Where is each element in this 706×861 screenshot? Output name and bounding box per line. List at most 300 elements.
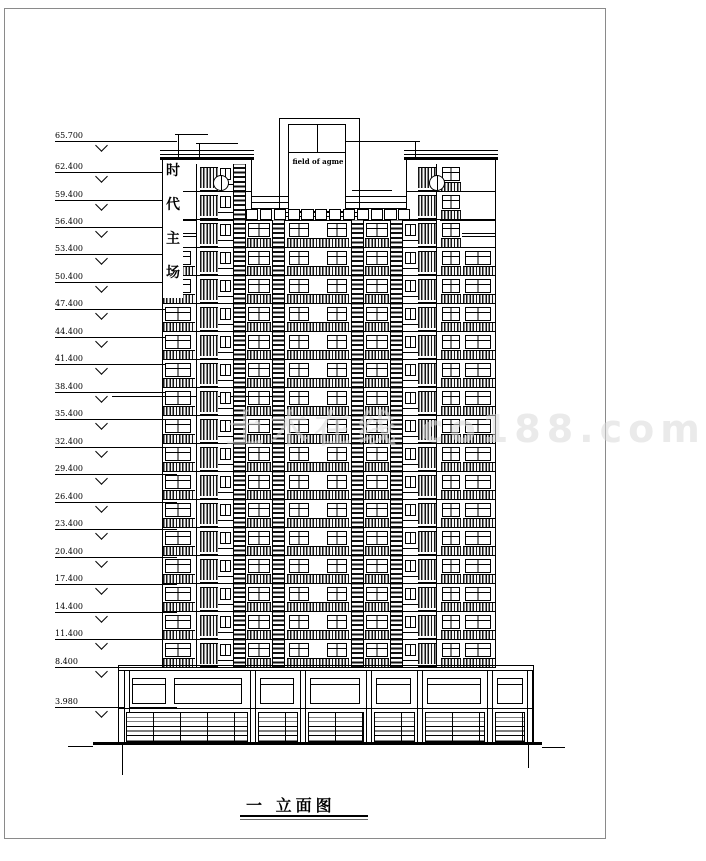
level-line (55, 447, 177, 448)
sill-line (218, 660, 233, 661)
window (366, 307, 388, 321)
window (366, 643, 388, 657)
balcony-railing (200, 531, 218, 552)
window (465, 279, 491, 293)
sill-line (218, 604, 233, 605)
pier-ladder (233, 528, 246, 556)
window (465, 419, 491, 433)
window (327, 643, 347, 657)
balcony-railing (287, 322, 349, 331)
roller-shutter (495, 712, 525, 742)
window (327, 587, 347, 601)
pier-ladder (390, 416, 403, 444)
window (465, 559, 491, 573)
balcony-railing (441, 462, 461, 471)
balcony-railing (287, 630, 349, 639)
pier-ladder (233, 360, 246, 388)
balcony-railing (287, 378, 349, 387)
level-line (55, 337, 177, 338)
balcony-railing (418, 251, 436, 272)
tower-text-char: 代 (166, 197, 180, 213)
window (220, 280, 231, 292)
pier-ladder (351, 332, 364, 360)
balcony-railing (441, 574, 461, 583)
pier (436, 192, 440, 220)
pier-ladder (351, 248, 364, 276)
floor-slab-line (162, 387, 496, 388)
balcony-railing (418, 391, 436, 412)
window (289, 335, 309, 349)
podium-edge (533, 665, 534, 743)
podium-column (417, 671, 423, 743)
balcony-railing (287, 294, 349, 303)
sill-line (218, 520, 233, 521)
balcony-railing (441, 322, 461, 331)
window (289, 447, 309, 461)
level-label: 50.400 (55, 272, 83, 281)
sill-line (403, 548, 418, 549)
window (366, 335, 388, 349)
window (248, 279, 270, 293)
parapet-box (288, 209, 300, 220)
drawing-caption: 一 立面图 (246, 796, 336, 815)
parapet-box (343, 209, 355, 220)
window (220, 644, 231, 656)
balcony-railing (247, 490, 271, 499)
balcony-railing (247, 322, 271, 331)
center-tower-edge (359, 118, 360, 220)
balcony-railing (287, 602, 349, 611)
pier-ladder (272, 360, 285, 388)
balcony-railing (365, 546, 389, 555)
window (366, 531, 388, 545)
pier-ladder (233, 444, 246, 472)
level-label: 11.400 (55, 629, 83, 638)
balcony-railing (163, 378, 195, 387)
window (442, 475, 460, 489)
podium-column (250, 671, 256, 743)
balcony-railing (441, 602, 461, 611)
window (220, 224, 231, 236)
balcony-railing (463, 294, 495, 303)
window (465, 587, 491, 601)
pier-ladder (351, 416, 364, 444)
window (248, 335, 270, 349)
window (405, 224, 416, 236)
pier (436, 556, 440, 584)
window (248, 475, 270, 489)
balcony-railing (247, 294, 271, 303)
pier (436, 304, 440, 332)
window (366, 447, 388, 461)
cornice-line (404, 154, 498, 155)
floor-slab-line (162, 275, 496, 276)
floor-slab-line (162, 359, 496, 360)
window (327, 223, 347, 237)
pier-ladder (233, 304, 246, 332)
level-line (55, 474, 177, 475)
center-tower-mullion (317, 124, 318, 152)
balcony-railing (418, 447, 436, 468)
sill-line (403, 436, 418, 437)
balcony-railing (247, 574, 271, 583)
window (289, 279, 309, 293)
ground-tick (528, 745, 529, 768)
parapet-box (274, 209, 286, 220)
window (442, 419, 460, 433)
balcony-railing (441, 630, 461, 639)
balcony-railing (163, 518, 195, 527)
window (248, 251, 270, 265)
pier-ladder (272, 276, 285, 304)
pier-ladder (272, 388, 285, 416)
podium-window (497, 678, 523, 704)
window (248, 643, 270, 657)
balcony-railing (287, 350, 349, 359)
pier-ladder (272, 220, 285, 248)
sill-line (218, 408, 233, 409)
balcony-railing (247, 630, 271, 639)
sill-line (403, 520, 418, 521)
window (220, 308, 231, 320)
podium-window (427, 678, 481, 704)
window (327, 503, 347, 517)
balcony-railing (200, 307, 218, 328)
podium-column (366, 671, 372, 743)
window (289, 419, 309, 433)
pier-ladder (351, 444, 364, 472)
balcony-railing (200, 475, 218, 496)
window (165, 307, 191, 321)
window (442, 251, 460, 265)
floor-slab-line (162, 415, 496, 416)
window (442, 391, 460, 405)
balcony-railing (463, 406, 495, 415)
balcony-railing (365, 630, 389, 639)
balcony-railing (200, 251, 218, 272)
window (366, 391, 388, 405)
roof-label: field of agme (292, 157, 344, 166)
window (220, 420, 231, 432)
balcony-railing (247, 406, 271, 415)
balcony-railing (365, 518, 389, 527)
level-label: 8.400 (55, 657, 78, 666)
window (248, 363, 270, 377)
ground-tick (122, 745, 123, 775)
window (366, 251, 388, 265)
pier-ladder (390, 388, 403, 416)
level-line (55, 282, 177, 283)
window (165, 559, 191, 573)
pier (436, 276, 440, 304)
level-label: 62.400 (55, 162, 83, 171)
window (165, 391, 191, 405)
balcony-railing (418, 531, 436, 552)
sill-line (403, 464, 418, 465)
pier-ladder (272, 612, 285, 640)
balcony-railing (365, 294, 389, 303)
window (165, 363, 191, 377)
balcony-railing (463, 546, 495, 555)
window (442, 531, 460, 545)
level-label: 23.400 (55, 519, 83, 528)
roller-shutter (258, 712, 298, 742)
pier (436, 248, 440, 276)
balcony-railing (463, 574, 495, 583)
sill-line (218, 212, 233, 213)
balcony-railing (247, 518, 271, 527)
balcony-railing (247, 546, 271, 555)
window (405, 420, 416, 432)
pier-ladder (233, 164, 246, 192)
balcony-railing (200, 643, 218, 664)
window (327, 419, 347, 433)
balcony-railing (247, 434, 271, 443)
window (405, 588, 416, 600)
floor-slab-line (162, 639, 496, 640)
pier-ladder (351, 304, 364, 332)
pier-ladder (351, 360, 364, 388)
floor-slab-line (162, 527, 496, 528)
roller-shutter (126, 712, 248, 742)
balcony-railing (463, 266, 495, 275)
window (405, 616, 416, 628)
window (327, 251, 347, 265)
balcony-railing (247, 462, 271, 471)
level-line (55, 419, 177, 420)
pier-ladder (390, 584, 403, 612)
sill-line (403, 408, 418, 409)
pier-ladder (233, 556, 246, 584)
balcony-railing (418, 223, 436, 244)
sill-line (403, 240, 418, 241)
balcony-railing (200, 391, 218, 412)
window (220, 504, 231, 516)
window (405, 280, 416, 292)
window (327, 279, 347, 293)
balcony-railing (463, 602, 495, 611)
window (327, 615, 347, 629)
balcony-railing (418, 559, 436, 580)
floor-slab-line (162, 499, 496, 500)
roller-shutter (308, 712, 364, 742)
pier (436, 416, 440, 444)
level-line (55, 612, 177, 613)
balcony-railing (418, 307, 436, 328)
floor-slab-line (406, 191, 496, 192)
window (220, 364, 231, 376)
level-line (55, 502, 177, 503)
balcony-railing (441, 434, 461, 443)
balcony-railing (441, 518, 461, 527)
pier (436, 332, 440, 360)
window (289, 643, 309, 657)
balcony-railing (463, 434, 495, 443)
window (165, 615, 191, 629)
window (289, 363, 309, 377)
window (220, 252, 231, 264)
balcony-railing (418, 643, 436, 664)
pier (436, 220, 440, 248)
balcony-railing (163, 490, 195, 499)
window (327, 335, 347, 349)
podium-window (376, 678, 411, 704)
window (405, 252, 416, 264)
balcony-railing (247, 266, 271, 275)
window (327, 447, 347, 461)
cornice-line (160, 150, 254, 151)
balcony-railing (247, 602, 271, 611)
floor-slab-line (162, 471, 496, 472)
podium-column (487, 671, 493, 743)
level-label: 32.400 (55, 437, 83, 446)
window (289, 559, 309, 573)
window (289, 223, 309, 237)
parapet-box (398, 209, 410, 220)
level-label: 56.400 (55, 217, 83, 226)
balcony-railing (200, 223, 218, 244)
window (442, 279, 460, 293)
pier (436, 612, 440, 640)
balcony-railing (247, 378, 271, 387)
window (248, 559, 270, 573)
pier-ladder (390, 444, 403, 472)
sill-line (403, 492, 418, 493)
balcony-railing (418, 419, 436, 440)
balcony-railing (287, 490, 349, 499)
balcony-railing (163, 546, 195, 555)
pier-ladder (390, 248, 403, 276)
pier-ladder (272, 528, 285, 556)
level-label: 20.400 (55, 547, 83, 556)
balcony-railing (247, 350, 271, 359)
window (327, 391, 347, 405)
balcony-railing (200, 335, 218, 356)
window (465, 391, 491, 405)
window (442, 195, 460, 209)
level-label: 38.400 (55, 382, 83, 391)
ground-line-thin (68, 746, 93, 747)
window (405, 364, 416, 376)
balcony-railing (200, 419, 218, 440)
sill-line (403, 268, 418, 269)
window (165, 531, 191, 545)
pier-ladder (390, 304, 403, 332)
balcony-railing (365, 238, 389, 247)
window (465, 307, 491, 321)
pier-ladder (233, 332, 246, 360)
level-label: 41.400 (55, 354, 83, 363)
center-tower-edge (279, 118, 280, 220)
pier (436, 472, 440, 500)
podium-window (132, 678, 166, 704)
window (405, 504, 416, 516)
balcony-railing (200, 195, 218, 216)
ground-line-thin (542, 747, 565, 748)
pier (436, 388, 440, 416)
balcony-railing (163, 434, 195, 443)
sill-line (218, 380, 233, 381)
window (465, 363, 491, 377)
podium-column (300, 671, 306, 743)
balcony-railing (441, 406, 461, 415)
pier-ladder (390, 612, 403, 640)
balcony-railing (463, 630, 495, 639)
window (442, 167, 460, 181)
pier-ladder (233, 248, 246, 276)
balcony-railing (200, 363, 218, 384)
window (165, 419, 191, 433)
level-line (55, 200, 177, 201)
window (442, 643, 460, 657)
sill-line (218, 324, 233, 325)
sill-line (218, 240, 233, 241)
tower-text-char: 主 (166, 231, 180, 247)
pier-ladder (233, 500, 246, 528)
balcony-railing (441, 210, 461, 219)
balcony-railing (463, 462, 495, 471)
window (327, 363, 347, 377)
floor-slab-line (162, 247, 496, 248)
window (465, 503, 491, 517)
pier-ladder (351, 640, 364, 668)
ground-line (93, 742, 542, 745)
window (465, 643, 491, 657)
balcony-railing (418, 335, 436, 356)
balcony-railing (365, 462, 389, 471)
balcony-railing (418, 587, 436, 608)
window (248, 223, 270, 237)
balcony-railing (287, 518, 349, 527)
window (327, 475, 347, 489)
level-label: 44.400 (55, 327, 83, 336)
balcony-railing (365, 490, 389, 499)
sill-line (403, 352, 418, 353)
window (289, 531, 309, 545)
window (366, 615, 388, 629)
pier-ladder (351, 472, 364, 500)
level-line (55, 529, 177, 530)
window (442, 363, 460, 377)
pier-ladder (351, 584, 364, 612)
sill-line (403, 660, 418, 661)
window (289, 475, 309, 489)
leader-line (345, 141, 420, 142)
window (248, 503, 270, 517)
pier-ladder (272, 416, 285, 444)
sill-line (403, 604, 418, 605)
pier-ladder (390, 472, 403, 500)
window (442, 335, 460, 349)
level-line (55, 141, 177, 142)
window (442, 447, 460, 461)
watermark-text: 土木在线 co188.com (226, 407, 706, 451)
level-label: 59.400 (55, 190, 83, 199)
pier-ladder (351, 388, 364, 416)
pier-ladder (351, 500, 364, 528)
balcony-railing (418, 363, 436, 384)
sill-line (403, 380, 418, 381)
podium-window (260, 678, 294, 704)
roof-logo-line (221, 175, 222, 191)
pier-ladder (351, 276, 364, 304)
window (289, 391, 309, 405)
window (165, 587, 191, 601)
pier-ladder (351, 220, 364, 248)
window (442, 223, 460, 237)
cornice-line (160, 154, 254, 155)
balcony-railing (418, 615, 436, 636)
